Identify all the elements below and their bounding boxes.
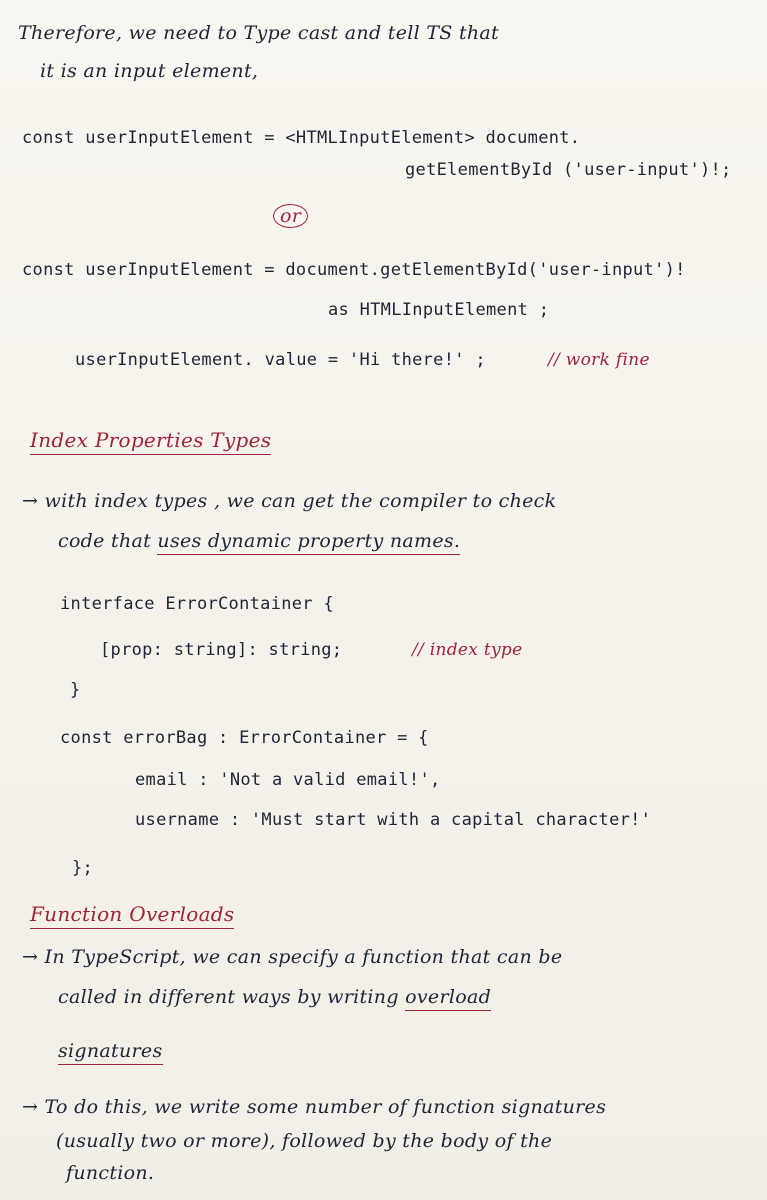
overloads-bullet-5: (usually two or more), followed by the body of the — [56, 1130, 553, 1152]
code-interface-2: [prop: string]: string; — [100, 640, 343, 660]
code-interface-note: // index type — [412, 640, 523, 660]
overloads-bullet-1: → In TypeScript, we can specify a function that can be — [22, 946, 563, 968]
code-interface-1: interface ErrorContainer { — [60, 594, 334, 614]
code-value-assign: userInputElement. value = 'Hi there!' ; — [75, 350, 486, 370]
code-cast-2: getElementById ('user-input')!; — [405, 160, 732, 180]
code-value-note: // work fine — [548, 350, 650, 370]
code-errorbag-2: email : 'Not a valid email!', — [135, 770, 441, 790]
code-errorbag-4: }; — [72, 858, 94, 878]
code-as-2: as HTMLInputElement ; — [328, 300, 550, 320]
overloads-heading-text: Function Overloads — [30, 902, 234, 929]
index-heading — [30, 428, 271, 452]
overloads-bullet-3 — [58, 1040, 163, 1062]
index-bullet-2a: code that — [58, 530, 152, 552]
overloads-bullet-4: → To do this, we write some number of function signatures — [22, 1096, 607, 1118]
or-divider — [273, 205, 308, 227]
or-text: or — [273, 204, 308, 228]
overloads-bullet-2b: overload — [405, 986, 491, 1011]
code-as-1: const userInputElement = document.getElementById('user-input')! — [22, 260, 686, 280]
code-interface-3: } — [70, 680, 81, 700]
overloads-bullet-6: function. — [66, 1162, 155, 1184]
index-bullet-1: → with index types , we can get the compiler to check — [22, 490, 557, 512]
index-heading-text: Index Properties Types — [30, 428, 271, 455]
code-errorbag-3: username : 'Must start with a capital character!' — [135, 810, 652, 830]
overloads-bullet-2a: called in different ways by writing — [58, 986, 399, 1008]
code-cast-1: const userInputElement = <HTMLInputElement> document. — [22, 128, 581, 148]
overloads-heading — [30, 902, 234, 926]
code-errorbag-1: const errorBag : ErrorContainer = { — [60, 728, 429, 748]
overloads-bullet-2 — [58, 986, 491, 1008]
overloads-bullet-3-text: signatures — [58, 1040, 163, 1065]
intro-line-1: Therefore, we need to Type cast and tell TS that — [18, 22, 499, 44]
index-bullet-2b: uses dynamic property names. — [157, 530, 460, 555]
intro-line-2: it is an input element, — [40, 60, 259, 82]
index-bullet-2 — [58, 530, 460, 552]
